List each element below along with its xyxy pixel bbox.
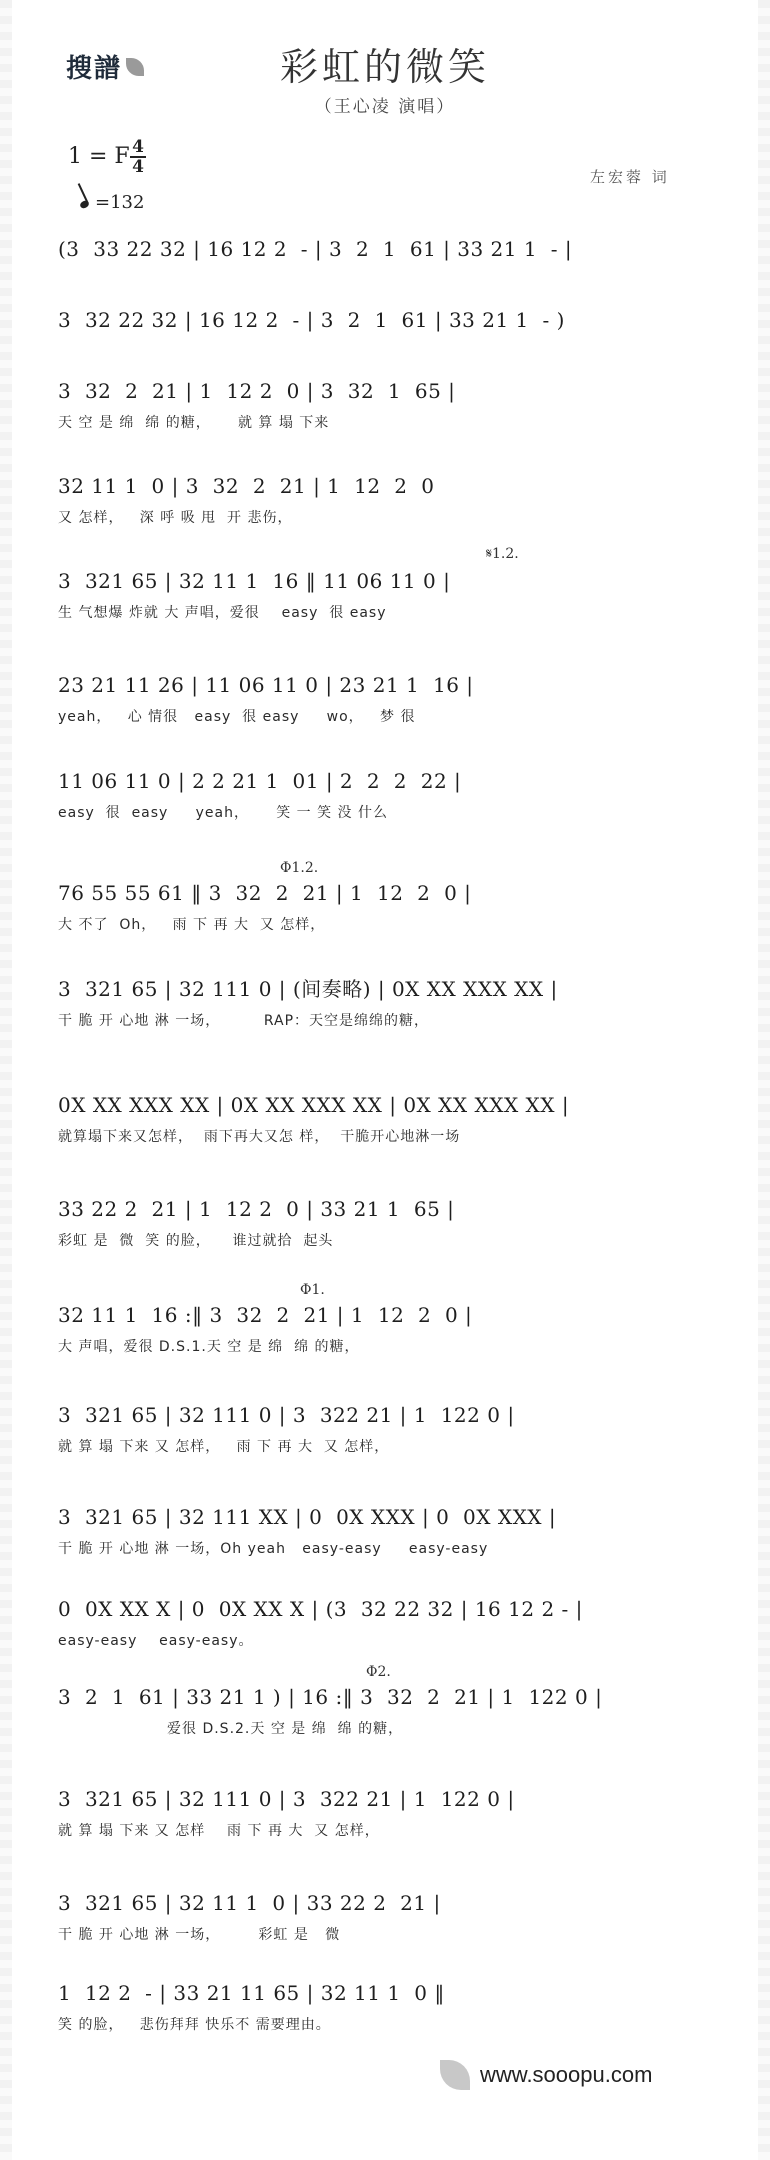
score-row xyxy=(58,1596,718,1650)
coda-marker-1: Φ1. xyxy=(300,1282,325,1298)
notation-line: 3 321 65 | 32 11 1 0 | 33 22 2 21 | xyxy=(58,1891,441,1915)
segno-marker: 𝄋1.2. xyxy=(486,546,519,562)
score-row xyxy=(58,768,718,822)
notation-line: 76 55 55 61 ‖ 3 32 2 21 | 1 12 2 0 | xyxy=(58,881,472,905)
tempo-marking xyxy=(80,192,144,213)
notation-line: 3 321 65 | 32 111 XX | 0 0X XXX | 0 0X XXX | xyxy=(58,1505,557,1529)
notation-line: 23 21 11 26 | 11 06 11 0 | 23 21 1 16 | xyxy=(58,673,474,697)
score-row xyxy=(58,1684,718,1738)
score-row xyxy=(58,976,718,1030)
lyrics-line: 生 气想爆 炸就 大 声唱，爱很 easy 很 easy xyxy=(58,605,387,621)
score-row xyxy=(58,1504,718,1558)
lyrics-line: 大 不了 Oh， 雨 下 再 大 又 怎样， xyxy=(58,917,326,933)
lyrics-line: 爱很 D.S.2.天 空 是 绵 绵 的糖， xyxy=(58,1721,404,1737)
song-subtitle: （王心凌 演唱） xyxy=(314,97,456,117)
coda-marker-2: Φ2. xyxy=(366,1664,391,1680)
notation-line: 3 321 65 | 32 111 0 | 3 322 21 | 1 122 0 | xyxy=(58,1787,515,1811)
notation-line: (3 33 22 32 | 16 12 2 - | 3 2 1 61 | 33 21 1 - | xyxy=(58,237,573,261)
lyrics-line: yeah， 心 情很 easy 很 easy wo， 梦 很 xyxy=(58,709,416,725)
right-border-strip xyxy=(758,0,770,2160)
score-row xyxy=(58,1786,718,1840)
score-row xyxy=(58,1092,718,1146)
score-row xyxy=(58,307,718,343)
leaf-logo-icon xyxy=(440,2060,470,2090)
site-footer xyxy=(440,2060,652,2090)
lyrics-line: 又 怎样， 深 呼 吸 甩 开 悲伤， xyxy=(58,510,293,526)
score-row xyxy=(58,1890,718,1944)
notation-line: 3 321 65 | 32 11 1 16 ‖ 11 06 11 0 | xyxy=(58,569,451,593)
notation-line: 11 06 11 0 | 2 2 21 1 01 | 2 2 2 22 | xyxy=(58,769,462,793)
time-denominator: 4 xyxy=(132,157,144,177)
score-row xyxy=(58,1196,718,1250)
notation-line: 0X XX XXX XX | 0X XX XXX XX | 0X XX XXX XX | xyxy=(58,1093,570,1117)
score-row xyxy=(58,378,718,432)
coda-marker-1-2: Φ1.2. xyxy=(280,860,319,876)
score-row xyxy=(58,236,718,272)
score-row xyxy=(58,1980,718,2034)
notation-line: 1 12 2 - | 33 21 11 65 | 32 11 1 0 ‖ xyxy=(58,1981,445,2005)
notation-line: 0 0X XX X | 0 0X XX X | (3 32 22 32 | 16 12 2 - | xyxy=(58,1597,583,1621)
notation-line: 33 22 2 21 | 1 12 2 0 | 33 21 1 65 | xyxy=(58,1197,455,1221)
lyrics-line: 大 声唱，爱很 D.S.1.天 空 是 绵 绵 的糖， xyxy=(58,1339,360,1355)
lyrics-line: 干 脆 开 心地 淋 一场， RAP：天空是绵绵的糖， xyxy=(58,1013,430,1029)
notation-line: 32 11 1 0 | 3 32 2 21 | 1 12 2 0 xyxy=(58,474,435,498)
lyrics-line: 天 空 是 绵 绵 的糖， 就 算 塌 下来 xyxy=(58,415,330,431)
left-border-strip xyxy=(0,0,12,2160)
score-row xyxy=(58,1402,718,1456)
notation-line: 3 321 65 | 32 111 0 | (间奏略) | 0X XX XXX XX | xyxy=(58,977,558,1001)
notation-line: 3 321 65 | 32 111 0 | 3 322 21 | 1 122 0 | xyxy=(58,1403,515,1427)
lyrics-line: 笑 的脸， 悲伤拜拜 快乐不 需要理由。 xyxy=(58,2017,331,2033)
lyrics-line: 就 算 塌 下来 又 怎样 雨 下 再 大 又 怎样， xyxy=(58,1823,380,1839)
lyricist-credit: 左宏蓉 词 xyxy=(590,168,670,186)
score-row xyxy=(58,473,718,527)
notation-line: 32 11 1 16 :‖ 3 32 2 21 | 1 12 2 0 | xyxy=(58,1303,473,1327)
score-row xyxy=(58,1302,718,1356)
notation-line: 3 32 2 21 | 1 12 2 0 | 3 32 1 65 | xyxy=(58,379,456,403)
key-signature: 1 = F xyxy=(68,144,130,169)
score-row xyxy=(58,568,718,622)
site-url[interactable]: www.sooopu.com xyxy=(480,2062,653,2087)
lyrics-line: easy 很 easy yeah， 笑 一 笑 没 什么 xyxy=(58,805,388,821)
score-row xyxy=(58,672,718,726)
time-signature xyxy=(128,138,148,176)
lyrics-line: 彩虹 是 微 笑 的脸， 谁过就拾 起头 xyxy=(58,1233,334,1249)
notation-line: 3 32 22 32 | 16 12 2 - | 3 2 1 61 | 33 21 1 - ) xyxy=(58,308,565,332)
tempo-value: =132 xyxy=(95,192,145,213)
lyrics-line: 就 算 塌 下来 又 怎样， 雨 下 再 大 又 怎样， xyxy=(58,1439,390,1455)
lyrics-line: easy-easy easy-easy。 xyxy=(58,1633,254,1649)
lyrics-line: 干 脆 开 心地 淋 一场，Oh yeah easy-easy easy-easy xyxy=(58,1541,489,1557)
time-numerator: 4 xyxy=(132,137,144,157)
logo-text: 搜譜 xyxy=(66,54,123,84)
notation-line: 3 2 1 61 | 33 21 1 ) | 16 :‖ 3 32 2 21 | 1 122 0 | xyxy=(58,1685,603,1709)
score-row xyxy=(58,880,718,934)
lyrics-line: 就算塌下来又怎样， 雨下再大又怎 样， 干脆开心地淋一场 xyxy=(58,1129,461,1145)
lyrics-line: 干 脆 开 心地 淋 一场， 彩虹 是 微 xyxy=(58,1927,341,1943)
song-title: 彩虹的微笑 xyxy=(279,45,490,89)
quarter-note-icon xyxy=(79,199,90,209)
